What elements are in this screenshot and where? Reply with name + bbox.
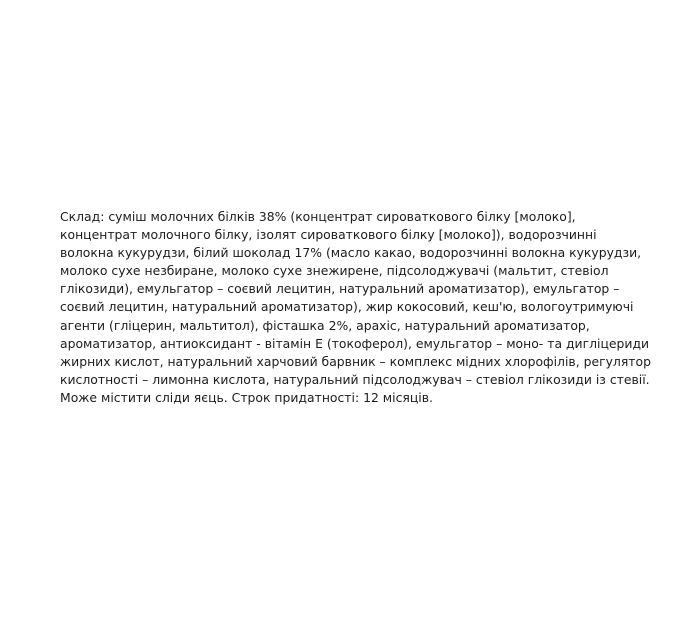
ingredients-line: соєвий лецитин, натуральний ароматизатор), жир кокосовий, кеш'ю, вологоутримуючі xyxy=(60,299,634,315)
ingredients-line: волокна кукурудзи, білий шоколад 17% (масло какао, водорозчинні волокна кукурудзи, xyxy=(60,245,642,261)
ingredients-line: глікозиди), емульгатор – соєвий лецитин, натуральний ароматизатор), емульгатор – xyxy=(60,281,620,297)
ingredients-text xyxy=(60,208,660,407)
ingredients-line: Склад: суміш молочних білків 38% (концентрат сироваткового білку [молоко], xyxy=(60,209,576,224)
shelf-life-line: Може містити сліди яєць. Строк придатності: 12 місяців. xyxy=(60,389,433,405)
ingredients-line: кислотності – лимонна кислота, натуральний підсолоджувач – стевіол глікозиди із стевії. xyxy=(60,371,650,387)
ingredients-line: ароматизатор, антиоксидант - вітамін Е (токоферол), емульгатор – моно- та дигліцериди xyxy=(60,335,650,351)
ingredients-line: концентрат молочного білку, ізолят сироваткового білку [молоко]), водорозчинні xyxy=(60,227,597,243)
ingredients-line: молоко сухе незбиране, молоко сухе знежирене, підсолоджувачі (мальтит, стевіол xyxy=(60,263,609,279)
ingredients-line: жирних кислот, натуральний харчовий барвник – комплекс мідних хлорофілів, регулятор xyxy=(60,353,651,369)
ingredients-line: агенти (гліцерин, мальтитол), фісташка 2%, арахіс, натуральний ароматизатор, xyxy=(60,317,590,333)
